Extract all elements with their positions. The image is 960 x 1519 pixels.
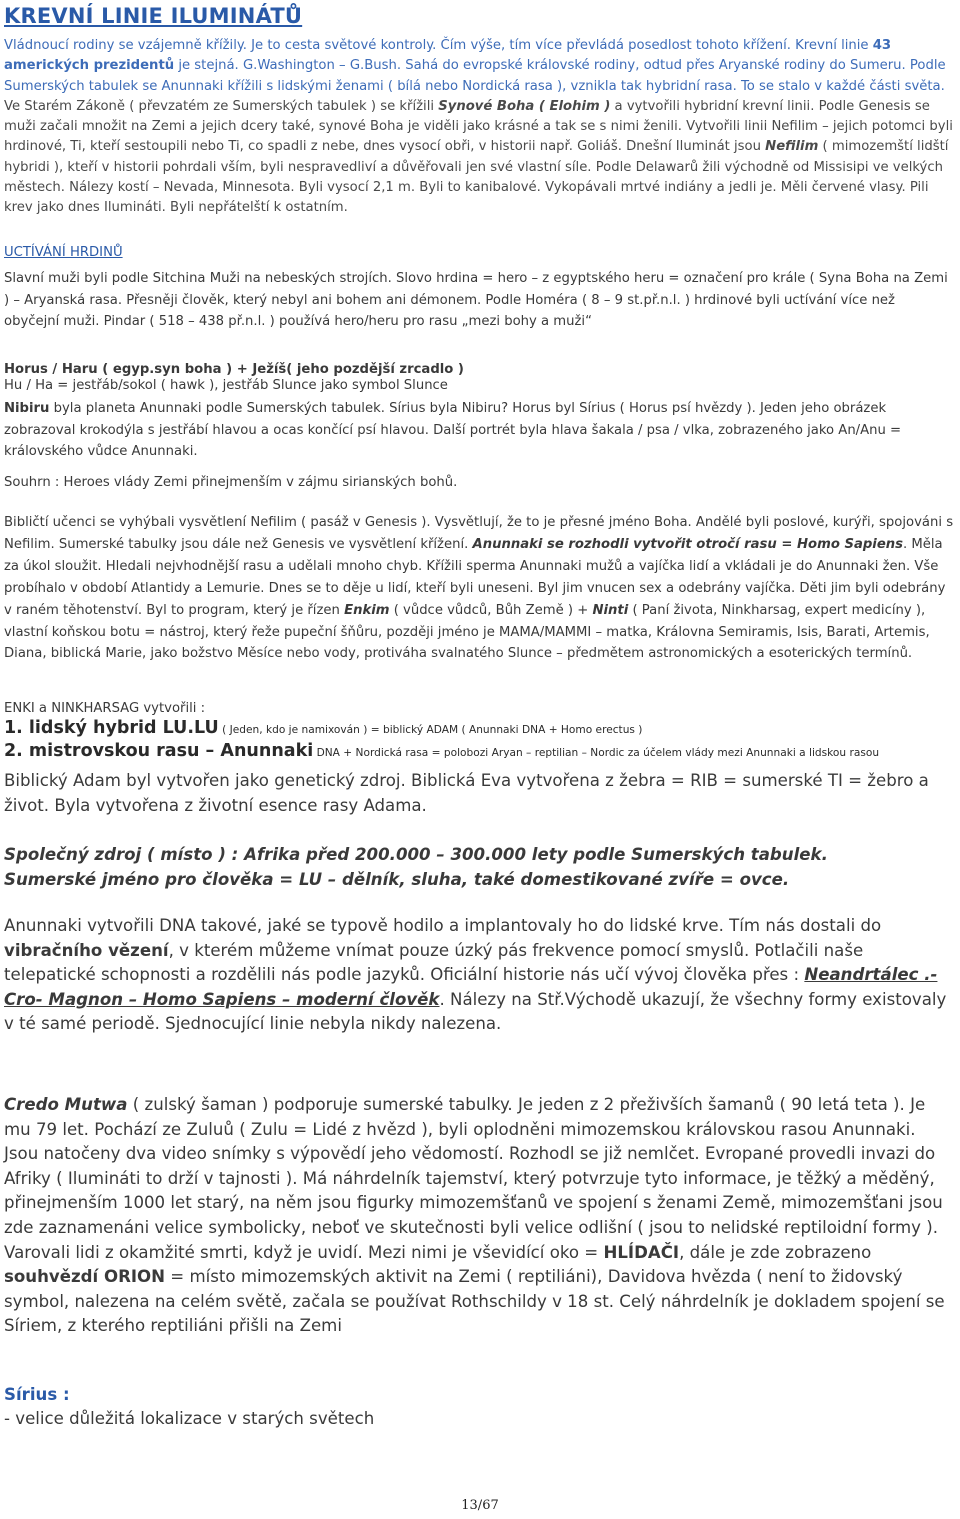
intro-text-1b: 43 amerických prezidentů [4,38,892,74]
intro-text-3i: Synové Boha ( Elohim ) [438,98,611,114]
enki-item-2-title: 2. mistrovskou rasu – Anunnaki [4,741,314,761]
intro-text-2: je stejná. G.Washington – G.Bush. Sahá do evropské královské rodiny, odtud přes Aryanské rodiny do Sumeru. Podle Sumerských tabulek se Anunnaki křížili s lidskými ženami ( bílá nebo Nordická rasa ), vznikla tak hybridní rasa. To se stalo v každé části světa. [4,58,946,94]
intro-text-3: Ve Starém Zákoně ( převzatém ze Sumerských tabulek ) se křížili [4,98,439,114]
dna-text-2bu: Neandrtálec .- Cro- Magnon – Homo Sapiens – moderní člověk [4,965,938,1009]
enki-item-1-detail: ( Jeden, kdo je namixován ) = biblický ADAM ( Anunnaki DNA + Homo erectus ) [218,724,643,736]
enki-item-1 [4,718,954,738]
bible-text-2i: Enkim [344,602,390,618]
intro-text-5: ( mimozemští lidští hybridi ), kteří v historii pohrdali vším, byli nespravedliví a důvěřovali jen své vlastní síle. Podle Delawarů žili východně od Missisipi ve velkých městech. Nálezy kostí – Nevada, Minnesota. Byli vysocí 2,1 m. Byli to kanibalové. Vykopávali mrtvé indiány a jedli je. Měli červené vlasy. Pili krev jako dnes Ilumináti. Byli nepřátelští k ostatním. [4,139,949,216]
enki-item-2 [4,741,954,761]
summary-line: Souhrn : Heroes vlády Zemi přinejmenším v zájmu sirianských bohů. [4,475,458,490]
intro-text-4: a vytvořili hybridní krevní linii. Podle Genesis se muži začali množit na Zemi a jejich dcery také, synové Boha je viděli jako krásné a tak se s nimi ženili. Vytvořili linii Nefilim – jejich potomci byli hrdinové, Ti, kteří sestoupili nebo Ti, co spadli z nebe, dnes vysocí obři, v historii např. Goliáš. Dnešní Iluminát jsou [4,98,953,155]
enki-intro: ENKI a NINKHARSAG vytvořili : [4,701,206,716]
source-line-1: Společný zdroj ( místo ) : Afrika před 200.000 – 300.000 lety podle Sumerských tabulek. [4,845,828,864]
sirius-heading: Sírius : [4,1385,70,1404]
heroes-heading: UCTÍVÁNÍ HRDINŮ [4,245,123,260]
bible-text-1bi: Anunnaki se rozhodli vytvořit otročí rasu = Homo Sapiens [472,536,904,552]
adam-paragraph: Biblický Adam byl vytvořen jako genetický zdroj. Biblická Eva vytvořena z žebra = RIB = sumerské TI = žebro a život. Byla vytvořena z životní esence rasy Adama. [4,771,929,815]
bible-text-2: . Měla za úkol sloužit. Hledali nejvhodnější rasu a udělali mnoho chyb. Křížili sperma Anunnaki mužů a vajíčka lidí a vkládali je do Anunnaki žen. Vše probíhalo v období Atlantidy a Lemurie. Dnes se to děje u lidí, kteří byli uneseni. Byl jim vnucen sex a odebrány vajíčka. Děti jim byli odebrány v raném těhotenství. Byl to program, který je řízen [4,536,946,618]
credo-bold-2: souhvězdí ORION [4,1267,166,1287]
intro-text-4i: Nefilim [765,139,819,155]
bible-text-4: ( Paní života, Ninkharsag, expert medicíny ), vlastní koňskou botu = nástroj, který řeže pupeční šňůru, později jméno je MAMA/MAMMI – matka, Královna Semiramis, Isis, Barati, Artemis, Diana, biblická Marie, jako božstvo Měsíce nebo vody, protiváha svalnatého Slunce – předmětem astronomických a esoterických termínů. [4,602,930,662]
source-line-2: Sumerské jméno pro člověka = LU – dělník, sluha, také domestikované zvíře = ovce. [4,870,790,889]
bible-paragraph [4,512,954,665]
credo-text-1: ( zulský šaman ) podporuje sumerské tabulky. Je jeden z 2 přeživších šamanů ( 90 letá teta ). Je mu 79 let. Pochází ze Zuluů ( Zulu = Lidé z hvězd ), byli oplodněni mimozemskou královskou rasou Anunnaki. Jsou natočeny dva video snímky s výpovědí jeho vědomostí. Rozhodl se již nemlčet. Evropané provedli invazi do Afriky ( Ilumináti to drží v tajnosti ). Má náhrdelník tajemství, který potvrzuje tyto informace, je těžký a měděný, přinejmenším 1000 let starý, na něm jsou figurky mimozemšťanů ve spojení s ženami Země, mimozemšťani jsou zde zaznamenáni velice symbolicky, neboť ve skutečnosti byli velice odlišní ( jsou to nelidské reptiloidní formy ). Varovali lidi z okamžité smrti, když je uvidí. Mezi nimi je vševidící oko = [4,1095,943,1262]
sirius-item: - velice důležitá lokalizace v starých světech [4,1409,375,1428]
bible-text-1: Bibličtí učenci se vyhýbali vysvětlení Nefilim ( pasáž v Genesis ). Vysvětlují, že to je přesné jméno Boha. Andělé byli poslové, kurýři, spojováni s Nefilim. Sumerské tabulky jsou dále než Genesis ve vysvětlení křížení. [4,515,954,552]
credo-text-2: , dále je zde zobrazeno [679,1242,872,1262]
credo-name: Credo Mutwa [4,1095,128,1114]
credo-text-3: = místo mimozemských aktivit na Zemi ( reptiliáni), Davidova hvězda ( není to židovský symbol, nalezena na celém světě, začala se používat Rothschildy v 18 st. Celý náhrdelník je dokladem spojení se Síriem, z kterého reptiliáni přišli na Zemi [4,1267,945,1336]
enki-item-2-detail: DNA + Nordická rasa = polobozi Aryan – reptilian – Nordic za účelem vlády mezi Anunnaki a lidskou rasou [313,747,880,759]
dna-paragraph [4,914,954,1037]
intro-paragraph [4,36,954,219]
dna-text-2: , v kterém můžeme vnímat pouze úzký pás frekvence pomocí smyslů. Potlačili naše telepatické schopnosti a rozdělili nás podle jazyků. Oficiální historie nás učí vývoj člověka přes : [4,940,864,985]
dna-text-1: Anunnaki vytvořili DNA takové, jaké se typově hodilo a implantovaly ho do lidské krve. Tím nás dostali do [4,916,882,935]
source-paragraph [4,842,954,892]
heroes-paragraph: Slavní muži byli podle Sitchina Muži na nebeských strojích. Slovo hrdina = hero – z egyptského heru = označení pro krále ( Syna Boha na Zemi ) – Aryanská rasa. Přesněji člověk, který nebyl ani bohem ani démonem. Podle Homéra ( 8 – 9 st.př.n.l. ) hrdinové byli uctívání více než obyčejní muži. Pindar ( 518 – 438 př.n.l. ) používá hero/heru pro rasu „mezi bohy a muži“ [4,271,948,330]
bible-text-3: ( vůdce vůdců, Bůh Země ) + [389,602,593,618]
document-title: KREVNÍ LINIE ILUMINÁTŮ [4,4,303,28]
horus-line-2: Hu / Ha = jestřáb/sokol ( hawk ), jestřáb Slunce jako symbol Slunce [4,378,448,393]
bible-text-3i: Ninti [592,602,629,618]
enki-item-1-title: 1. lidský hybrid LU.LU [4,718,219,738]
dna-text-1b: vibračního vězení [4,940,169,960]
credo-paragraph [4,1093,954,1339]
horus-line-1: Horus / Haru ( egyp.syn boha ) + Ježíš( jeho pozdější zrcadlo ) [4,362,464,377]
horus-text: byla planeta Anunnaki podle Sumerských tabulek. Sírius byla Nibiru? Horus byl Sírius ( Horus psí hvězdy ). Jeden jeho obrázek zobrazoval krokodýla s jestřábí hlavou a ocas končící psí hlavou. Další portrét byla hlava šakala / psa / vlka, zobrazeného jako An/Anu = královského vůdce Anunnaki. [4,401,902,460]
dna-text-3: . Nálezy na Stř.Východě ukazují, že všechny formy existovaly v té samé periodě. Sjednocující linie nebyla nikdy nalezena. [4,989,947,1034]
horus-nibiru: Nibiru [4,401,50,416]
horus-paragraph [4,398,954,463]
intro-text-1: Vládnoucí rodiny se vzájemně křížily. Je to cesta světové kontroly. Čím výše, tím více převládá posedlost tohoto křížení. Krevní linie [4,38,873,53]
page-number: 13/67 [461,1498,499,1513]
credo-bold-1: HLÍDAČI [603,1242,680,1262]
